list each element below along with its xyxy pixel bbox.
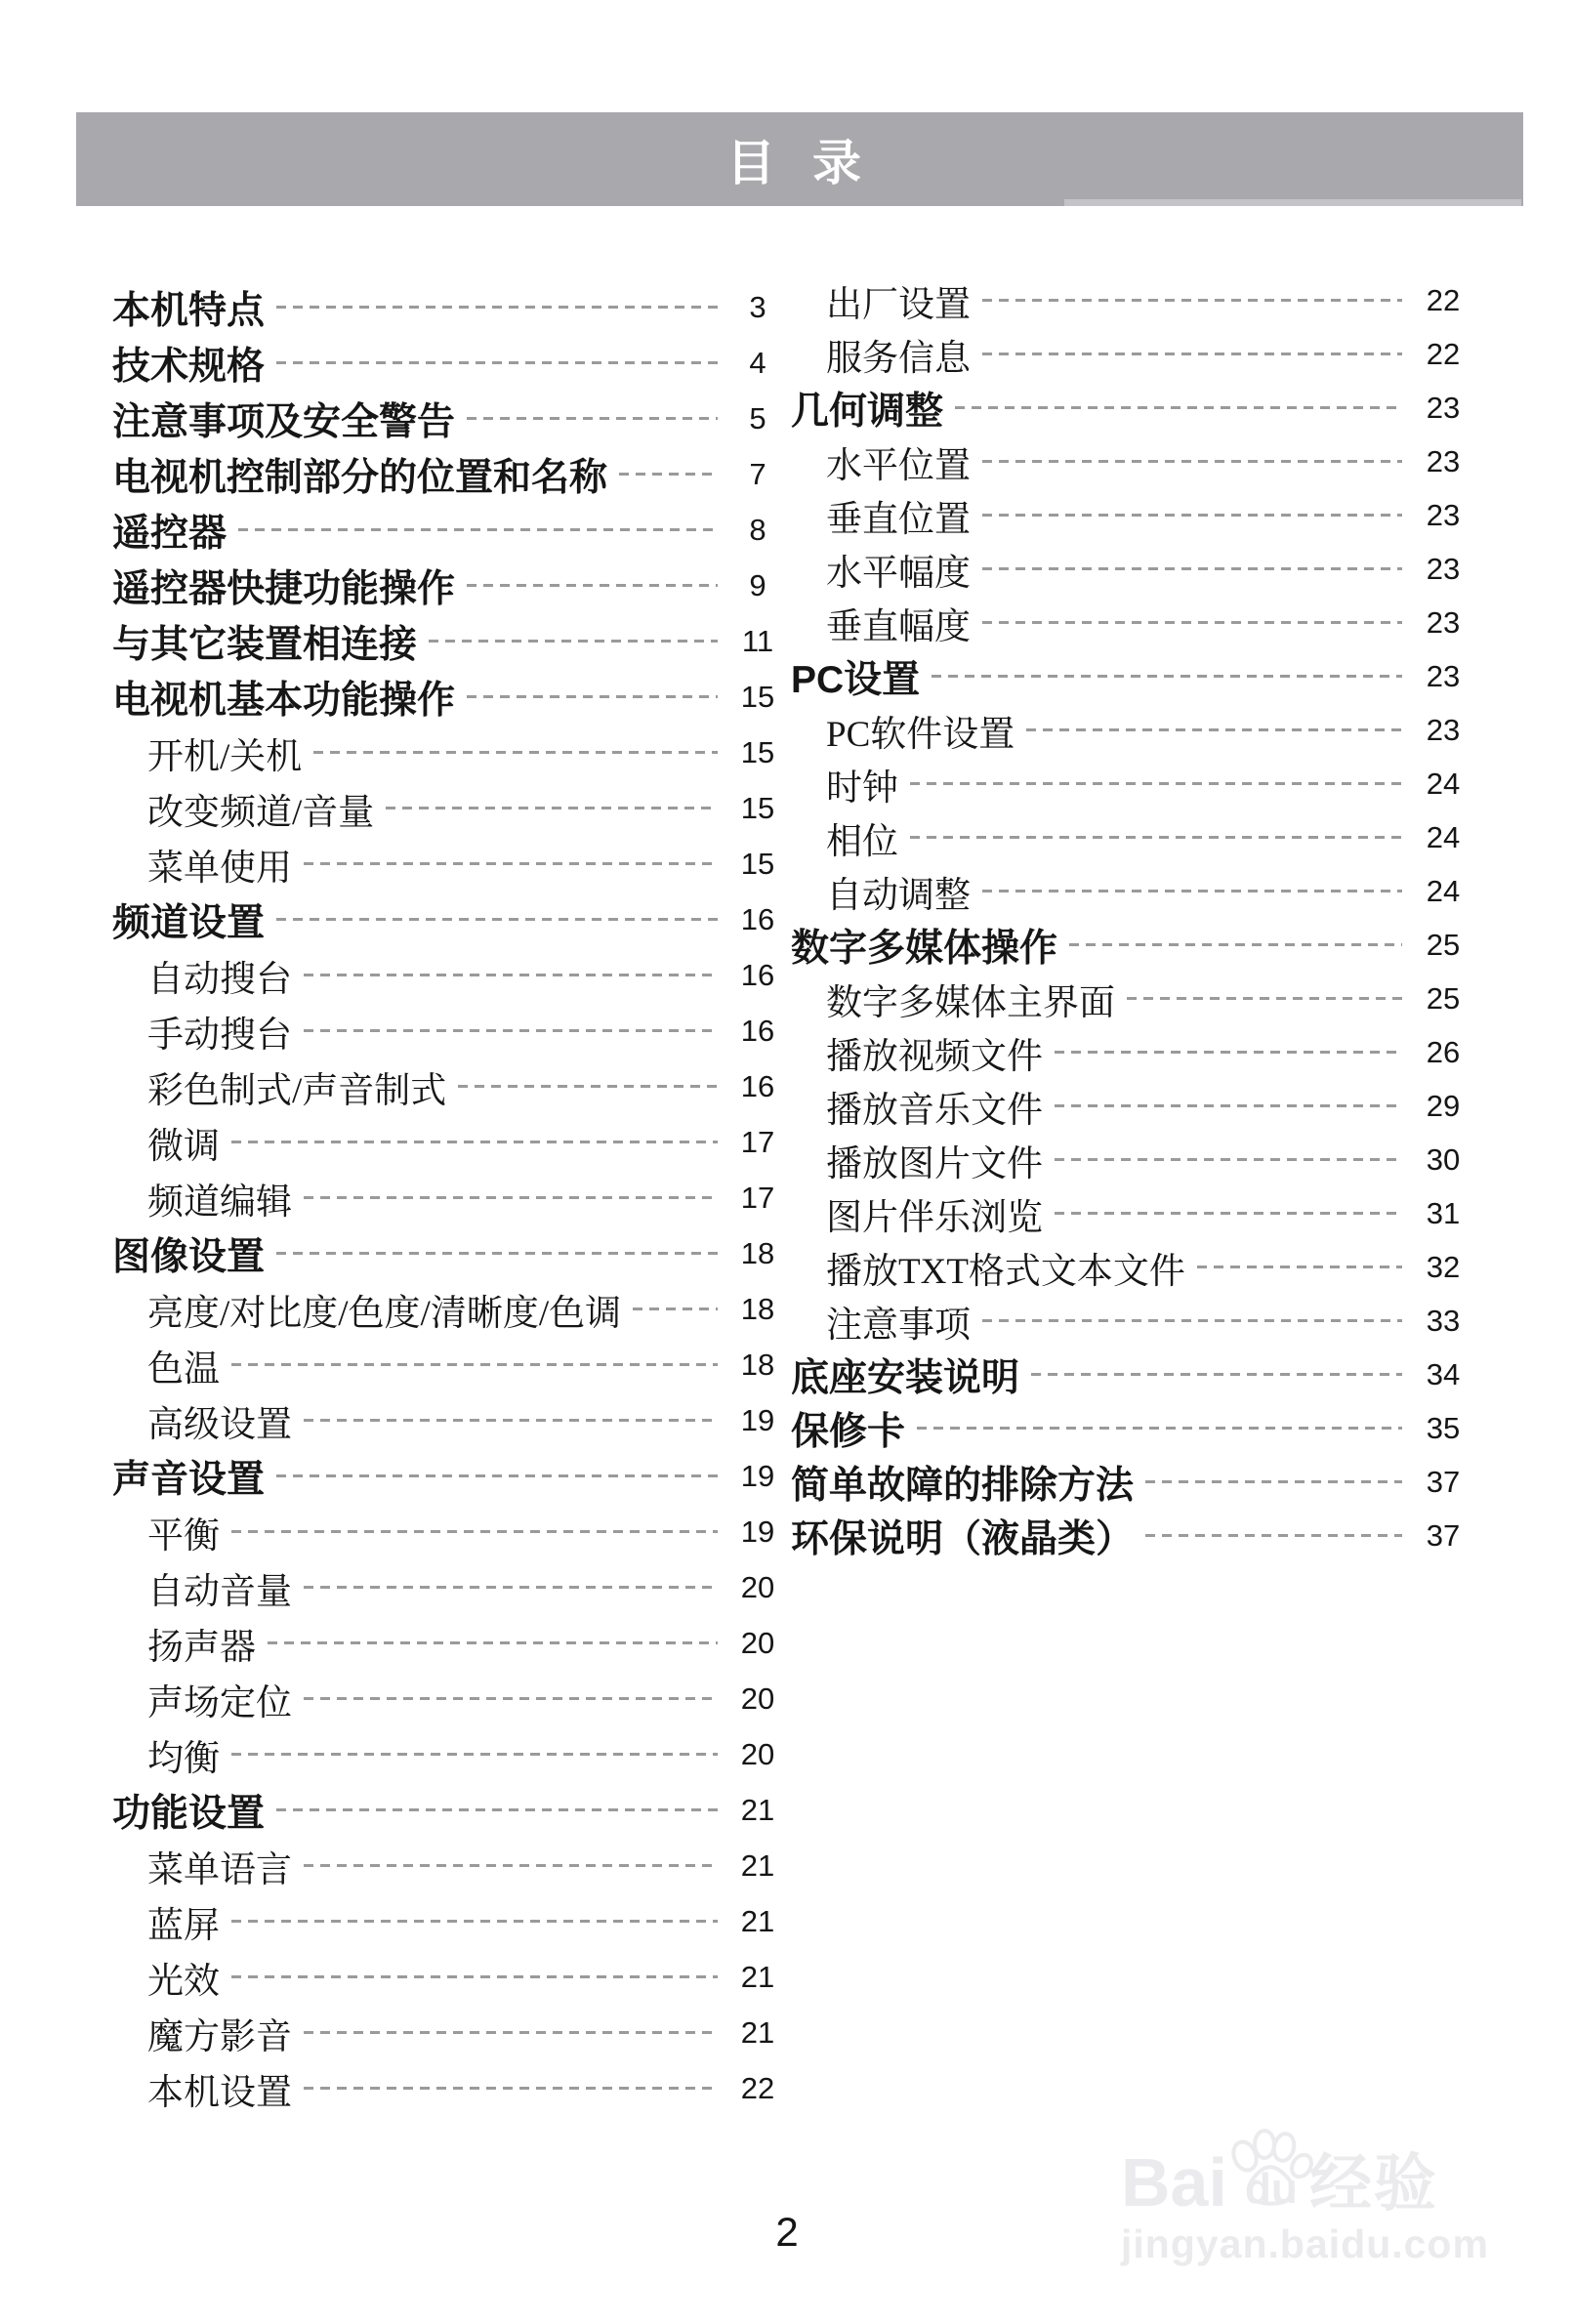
toc-entry <box>112 446 786 502</box>
toc-entry-page: 20 <box>740 1625 775 1660</box>
dotted-leader <box>304 2087 718 2090</box>
watermark-url: jingyan.baidu.com <box>1121 2221 1489 2266</box>
dotted-leader <box>1026 728 1402 731</box>
toc-entry <box>791 435 1472 488</box>
toc-entry-label: 扬声器 <box>147 1627 256 1668</box>
toc-entry-page: 20 <box>740 1736 775 1771</box>
toc-entry <box>112 1615 786 1671</box>
dotted-leader <box>467 695 718 698</box>
dotted-leader <box>304 2031 718 2034</box>
toc-entry-page: 26 <box>1426 1034 1461 1069</box>
toc-entry-label: 魔方影音 <box>147 2016 292 2057</box>
toc-entry <box>791 1509 1472 1562</box>
toc-entry-label: 高级设置 <box>147 1404 292 1445</box>
watermark-brand-prefix: Bai <box>1121 2144 1227 2220</box>
toc-entry-page: 24 <box>1426 873 1461 908</box>
toc-entry <box>112 2060 786 2116</box>
toc-entry-page: 22 <box>740 2070 775 2105</box>
toc-entry <box>112 1838 786 1893</box>
toc-entry <box>791 1079 1472 1133</box>
toc-entry-label: 几何调整 <box>791 390 944 433</box>
dotted-leader <box>1145 1480 1402 1483</box>
toc-entry-page: 22 <box>1426 336 1461 371</box>
toc-entry <box>112 1170 786 1225</box>
toc-entry-label: 声音设置 <box>112 1458 266 1501</box>
toc-entry <box>791 1401 1472 1455</box>
toc-entry <box>791 542 1472 596</box>
dotted-leader <box>932 675 1402 678</box>
dotted-leader <box>1055 1212 1402 1215</box>
toc-entry <box>791 918 1472 972</box>
dotted-leader <box>304 862 718 865</box>
toc-entry <box>112 502 786 558</box>
dotted-leader <box>238 528 718 531</box>
toc-entry-page: 8 <box>749 512 766 547</box>
watermark-brand-du: du <box>1244 2165 1298 2213</box>
page-title: 目 录 <box>726 136 873 190</box>
toc-entry-label: 出厂设置 <box>826 284 971 325</box>
toc-entry-page: 16 <box>740 901 775 936</box>
toc-entry-page: 24 <box>1426 819 1461 854</box>
dotted-leader <box>982 621 1402 624</box>
toc-entry-label: 色温 <box>147 1349 220 1390</box>
watermark-brand-cjk: 经验 <box>1308 2148 1438 2219</box>
toc-entry-page: 9 <box>749 567 766 602</box>
toc-entry-label: 手动搜台 <box>147 1015 292 1056</box>
toc-entry-label: 菜单语言 <box>147 1849 292 1890</box>
toc-entry-page: 11 <box>741 623 774 658</box>
toc-entry <box>112 1949 786 2005</box>
toc-entry <box>791 596 1472 649</box>
toc-entry-label: 环保说明（液晶类） <box>791 1517 1135 1560</box>
toc-entry <box>112 725 786 780</box>
toc-entry <box>791 1240 1472 1294</box>
toc-entry <box>791 1025 1472 1079</box>
toc-entry <box>112 335 786 391</box>
toc-entry-page: 23 <box>1426 497 1461 532</box>
dotted-leader <box>982 1319 1402 1322</box>
toc-entry-page: 21 <box>740 1847 775 1883</box>
baidu-jingyan-watermark <box>1121 2127 1570 2264</box>
toc-entry-label: 自动搜台 <box>147 959 292 1000</box>
toc-entry-label: 播放TXT格式文本文件 <box>826 1251 1185 1292</box>
dotted-leader <box>982 567 1402 570</box>
toc-entry <box>112 558 786 613</box>
toc-entry-page: 23 <box>1426 443 1461 478</box>
toc-entry-label: 数字多媒体主界面 <box>826 982 1115 1023</box>
toc-entry-page: 7 <box>749 456 766 491</box>
toc-entry <box>112 1671 786 1726</box>
toc-entry-page: 16 <box>740 1068 775 1103</box>
toc-entry-label: 相位 <box>826 821 898 862</box>
toc-entry-page: 18 <box>740 1235 775 1270</box>
toc-entry-label: 频道编辑 <box>147 1182 292 1223</box>
toc-entry <box>112 1893 786 1949</box>
toc-header-bar <box>76 112 1523 206</box>
toc-entry-page: 21 <box>740 1959 775 1994</box>
toc-entry <box>112 1504 786 1559</box>
toc-entry-page: 4 <box>749 345 766 380</box>
toc-entry <box>791 1186 1472 1240</box>
toc-entry <box>112 1559 786 1615</box>
toc-entry <box>791 649 1472 703</box>
dotted-leader <box>982 460 1402 463</box>
dotted-leader <box>231 1530 718 1533</box>
toc-entry <box>791 757 1472 810</box>
toc-entry-page: 30 <box>1426 1141 1461 1177</box>
toc-entry-page: 23 <box>1426 551 1461 586</box>
dotted-leader <box>1031 1373 1402 1376</box>
dotted-leader <box>458 1085 718 1088</box>
dotted-leader <box>633 1307 718 1310</box>
toc-entry-page: 17 <box>740 1180 775 1215</box>
toc-entry <box>112 780 786 836</box>
toc-entry-label: 蓝屏 <box>147 1905 220 1946</box>
dotted-leader <box>231 1363 718 1366</box>
baidu-jingyan-logo <box>1121 2127 1570 2220</box>
toc-entry-label: 技术规格 <box>112 345 266 388</box>
toc-entry-page: 20 <box>740 1681 775 1716</box>
toc-entry-label: 电视机控制部分的位置和名称 <box>112 456 608 499</box>
toc-entry-label: 图片伴乐浏览 <box>826 1197 1043 1238</box>
toc-entry <box>112 1114 786 1170</box>
dotted-leader <box>467 584 718 587</box>
toc-entry <box>112 279 786 335</box>
toc-entry-page: 25 <box>1426 980 1461 1016</box>
toc-entry-label: 播放音乐文件 <box>826 1090 1043 1131</box>
toc-entry-page: 19 <box>740 1514 775 1549</box>
toc-entry <box>112 836 786 892</box>
toc-entry <box>791 1455 1472 1509</box>
dotted-leader <box>1069 943 1402 946</box>
dotted-leader <box>268 1641 718 1644</box>
toc-entry <box>791 1294 1472 1348</box>
toc-entry-page: 18 <box>740 1291 775 1326</box>
dotted-leader <box>982 299 1402 302</box>
dotted-leader <box>304 1586 718 1589</box>
dotted-leader <box>276 918 718 921</box>
toc-entry-page: 16 <box>740 957 775 992</box>
scan-artifact <box>1064 199 1521 206</box>
toc-entry-page: 37 <box>1426 1517 1461 1553</box>
toc-entry-label: 垂直幅度 <box>826 606 971 647</box>
toc-right-column <box>791 273 1472 1562</box>
dotted-leader <box>982 353 1402 355</box>
toc-entry <box>112 1225 786 1281</box>
toc-entry <box>112 1392 786 1448</box>
toc-entry <box>112 1003 786 1058</box>
toc-entry-label: 遥控器 <box>112 512 228 555</box>
toc-entry <box>112 1726 786 1782</box>
baidu-paw-icon <box>1222 2127 1315 2217</box>
dotted-leader <box>386 807 718 809</box>
toc-entry <box>112 1782 786 1838</box>
toc-left-column <box>112 279 786 2116</box>
dotted-leader <box>231 1753 718 1756</box>
toc-entry <box>112 1058 786 1114</box>
dotted-leader <box>982 890 1402 892</box>
toc-entry-page: 31 <box>1426 1195 1461 1230</box>
toc-entry-label: 功能设置 <box>112 1792 266 1835</box>
toc-entry-label: 时钟 <box>826 768 898 809</box>
dotted-leader <box>304 1697 718 1700</box>
toc-entry-page: 21 <box>740 1903 775 1938</box>
toc-entry-page: 15 <box>740 846 775 881</box>
toc-entry-page: 22 <box>1426 282 1461 317</box>
toc-entry-page: 33 <box>1426 1303 1461 1338</box>
toc-entry <box>791 1133 1472 1186</box>
toc-entry <box>791 1348 1472 1401</box>
toc-entry-page: 15 <box>740 679 775 714</box>
toc-entry-label: 本机设置 <box>147 2072 292 2113</box>
dotted-leader <box>276 1474 718 1477</box>
toc-entry-page: 16 <box>740 1013 775 1048</box>
toc-entry-page: 21 <box>740 1792 775 1827</box>
toc-entry-label: 光效 <box>147 1961 220 2002</box>
toc-entry-label: 开机/关机 <box>147 736 303 777</box>
toc-entry-label: 改变频道/音量 <box>147 792 375 833</box>
toc-entry <box>112 391 786 446</box>
dotted-leader <box>304 1196 718 1199</box>
dotted-leader <box>313 751 718 754</box>
toc-entry <box>791 864 1472 918</box>
dotted-leader <box>619 473 718 476</box>
toc-entry <box>112 892 786 947</box>
toc-entry-label: 声场定位 <box>147 1682 292 1723</box>
toc-entry-label: PC设置 <box>791 658 921 701</box>
dotted-leader <box>1197 1266 1402 1268</box>
toc-entry-label: 保修卡 <box>791 1410 906 1453</box>
dotted-leader <box>1055 1051 1402 1054</box>
toc-entry-page: 34 <box>1426 1356 1461 1391</box>
toc-entry-page: 29 <box>1426 1088 1461 1123</box>
toc-entry-label: 注意事项 <box>826 1305 971 1346</box>
toc-entry-label: 垂直位置 <box>826 499 971 540</box>
toc-entry-page: 25 <box>1426 927 1461 962</box>
toc-entry-page: 21 <box>740 2014 775 2050</box>
toc-entry-label: 频道设置 <box>112 901 266 944</box>
dotted-leader <box>231 1975 718 1978</box>
dotted-leader <box>1127 997 1402 1000</box>
toc-entry-label: 微调 <box>147 1126 220 1167</box>
toc-entry-label: 播放视频文件 <box>826 1036 1043 1077</box>
toc-entry-label: 数字多媒体操作 <box>791 927 1058 970</box>
toc-entry-label: 均衡 <box>147 1738 220 1779</box>
toc-entry-page: 17 <box>740 1124 775 1159</box>
toc-entry <box>112 947 786 1003</box>
dotted-leader <box>982 514 1402 517</box>
toc-entry-page: 35 <box>1426 1410 1461 1445</box>
footer-page-number: 2 <box>775 2209 799 2255</box>
dotted-leader <box>304 1419 718 1422</box>
toc-entry-label: 本机特点 <box>112 289 266 332</box>
toc-entry-label: 自动音量 <box>147 1571 292 1612</box>
toc-entry-label: 亮度/对比度/色度/清晰度/色调 <box>147 1293 622 1334</box>
dotted-leader <box>1055 1104 1402 1107</box>
toc-entry <box>112 2005 786 2060</box>
dotted-leader <box>467 417 718 420</box>
dotted-leader <box>429 640 718 643</box>
toc-entry <box>112 1281 786 1337</box>
toc-entry-label: 服务信息 <box>826 338 971 379</box>
dotted-leader <box>231 1920 718 1923</box>
toc-entry-label: 水平位置 <box>826 445 971 486</box>
toc-entry-page: 32 <box>1426 1249 1461 1284</box>
toc-entry-label: 与其它装置相连接 <box>112 623 418 666</box>
dotted-leader <box>955 406 1402 409</box>
toc-entry <box>791 810 1472 864</box>
dotted-leader <box>276 361 718 364</box>
toc-entry-page: 19 <box>740 1458 775 1493</box>
toc-entry <box>791 972 1472 1025</box>
toc-entry-label: 水平幅度 <box>826 553 971 594</box>
toc-entry-page: 5 <box>749 400 766 436</box>
toc-entry <box>791 488 1472 542</box>
toc-entry-label: 彩色制式/声音制式 <box>147 1070 447 1111</box>
toc-entry <box>791 327 1472 381</box>
toc-entry-page: 3 <box>749 289 766 324</box>
dotted-leader <box>1055 1158 1402 1161</box>
toc-entry-label: 底座安装说明 <box>791 1356 1020 1399</box>
dotted-leader <box>910 836 1402 839</box>
toc-entry <box>791 703 1472 757</box>
toc-entry-page: 24 <box>1426 766 1461 801</box>
toc-entry-page: 23 <box>1426 390 1461 425</box>
dotted-leader <box>917 1427 1402 1430</box>
toc-entry-page: 15 <box>740 790 775 825</box>
toc-entry-page: 23 <box>1426 604 1461 640</box>
toc-entry-page: 37 <box>1426 1464 1461 1499</box>
dotted-leader <box>231 1141 718 1143</box>
toc-entry-label: 菜单使用 <box>147 848 292 889</box>
toc-entry <box>791 381 1472 435</box>
toc-entry <box>112 1337 786 1392</box>
toc-entry-page: 23 <box>1426 712 1461 747</box>
dotted-leader <box>1145 1534 1402 1537</box>
toc-entry-label: 注意事项及安全警告 <box>112 400 456 443</box>
toc-entry-label: 自动调整 <box>826 875 971 916</box>
toc-entry-page: 20 <box>740 1569 775 1604</box>
dotted-leader <box>276 1808 718 1811</box>
dotted-leader <box>304 974 718 976</box>
dotted-leader <box>276 306 718 309</box>
toc-entry <box>112 1448 786 1504</box>
toc-entry-label: 平衡 <box>147 1515 220 1556</box>
toc-entry <box>791 273 1472 327</box>
dotted-leader <box>910 782 1402 785</box>
toc-entry <box>112 669 786 725</box>
toc-entry-label: 图像设置 <box>112 1235 266 1278</box>
toc-entry-page: 15 <box>740 734 775 769</box>
dotted-leader <box>304 1864 718 1867</box>
toc-entry-page: 19 <box>740 1402 775 1437</box>
toc-entry <box>112 613 786 669</box>
toc-entry-page: 18 <box>740 1347 775 1382</box>
toc-entry-page: 23 <box>1426 658 1461 693</box>
toc-entry-label: 播放图片文件 <box>826 1143 1043 1184</box>
toc-entry-label: 电视机基本功能操作 <box>112 679 456 722</box>
dotted-leader <box>276 1252 718 1255</box>
toc-entry-label: 遥控器快捷功能操作 <box>112 567 456 610</box>
toc-entry-label: 简单故障的排除方法 <box>791 1464 1135 1507</box>
toc-entry-label: PC软件设置 <box>826 714 1015 755</box>
dotted-leader <box>304 1029 718 1032</box>
